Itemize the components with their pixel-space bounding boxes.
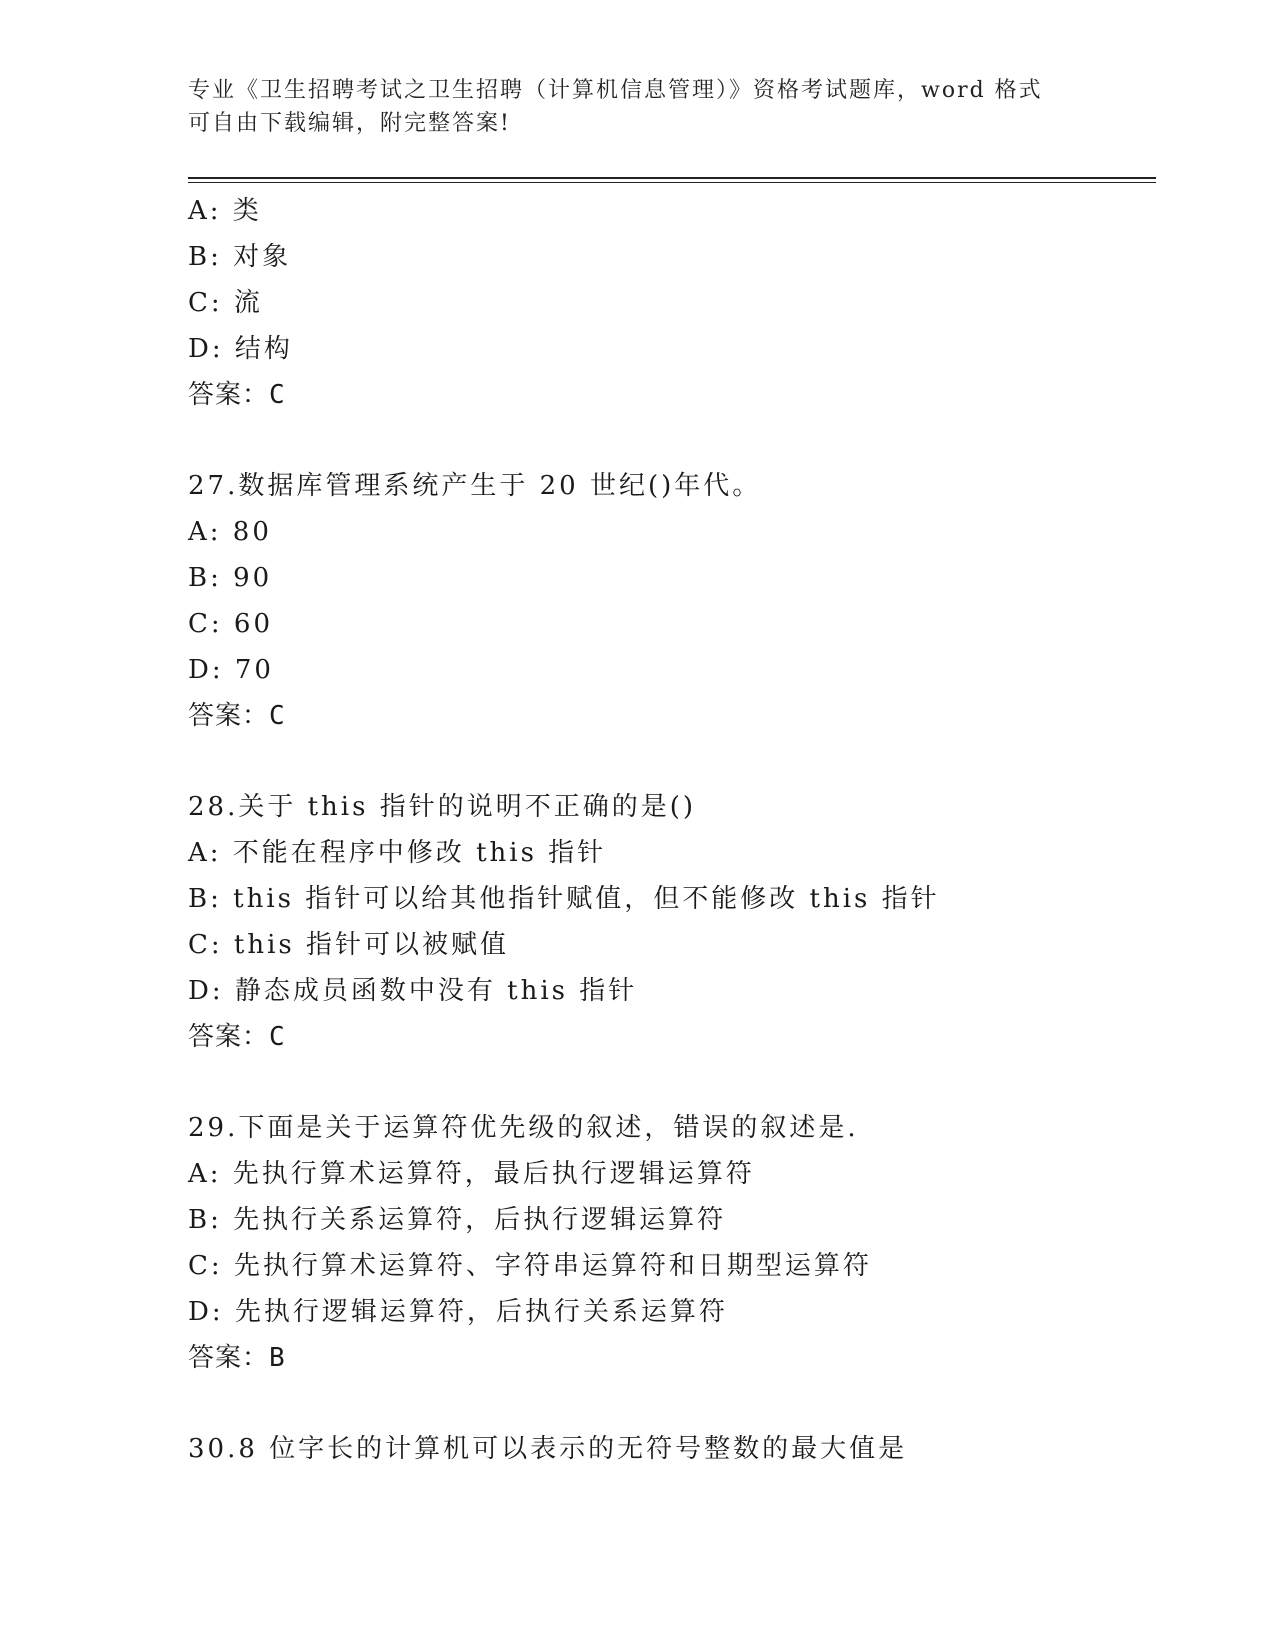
- option-c: C: 60: [188, 609, 274, 639]
- question-text: 27.数据库管理系统产生于 20 世纪()年代。: [188, 471, 762, 501]
- option-b: B: this 指针可以给其他指针赋值，但不能修改 this 指针: [188, 884, 940, 914]
- option-b: B: 先执行关系运算符，后执行逻辑运算符: [188, 1205, 727, 1235]
- header-rule-thin: [188, 182, 1156, 183]
- answer: 答案：C: [188, 380, 286, 410]
- option-d: D: 先执行逻辑运算符，后执行关系运算符: [188, 1297, 728, 1327]
- question-list: [188, 188, 1148, 1472]
- option-b: B: 对象: [188, 242, 292, 272]
- question-30: [188, 1426, 1148, 1472]
- header-rule: [188, 177, 1156, 179]
- question-29: [188, 1105, 1148, 1381]
- question-26-continued: [188, 188, 1148, 418]
- option-a: A: 80: [188, 517, 272, 547]
- answer: 答案：C: [188, 1022, 286, 1052]
- option-a: A: 类: [188, 196, 262, 226]
- answer: 答案：C: [188, 701, 286, 731]
- question-27: [188, 463, 1148, 739]
- option-b: B: 90: [188, 563, 273, 593]
- answer: 答案：B: [188, 1343, 286, 1373]
- option-a: A: 先执行算术运算符，最后执行逻辑运算符: [188, 1159, 755, 1189]
- option-a: A: 不能在程序中修改 this 指针: [188, 838, 607, 868]
- question-text: 30.8 位字长的计算机可以表示的无符号整数的最大值是: [188, 1434, 908, 1464]
- question-text: 28.关于 this 指针的说明不正确的是(): [188, 792, 697, 822]
- question-text: 29.下面是关于运算符优先级的叙述，错误的叙述是.: [188, 1113, 859, 1143]
- option-d: D: 结构: [188, 334, 293, 364]
- option-d: D: 静态成员函数中没有 this 指针: [188, 976, 638, 1006]
- question-28: [188, 784, 1148, 1060]
- document-header: [188, 74, 1088, 140]
- header-line-1: 专业《卫生招聘考试之卫生招聘（计算机信息管理）》资格考试题库，word 格式: [188, 78, 1043, 103]
- option-c: C: this 指针可以被赋值: [188, 930, 510, 960]
- header-line-2: 可自由下载编辑，附完整答案!: [188, 111, 511, 136]
- option-c: C: 流: [188, 288, 263, 318]
- option-c: C: 先执行算术运算符、字符串运算符和日期型运算符: [188, 1251, 872, 1281]
- option-d: D: 70: [188, 655, 274, 685]
